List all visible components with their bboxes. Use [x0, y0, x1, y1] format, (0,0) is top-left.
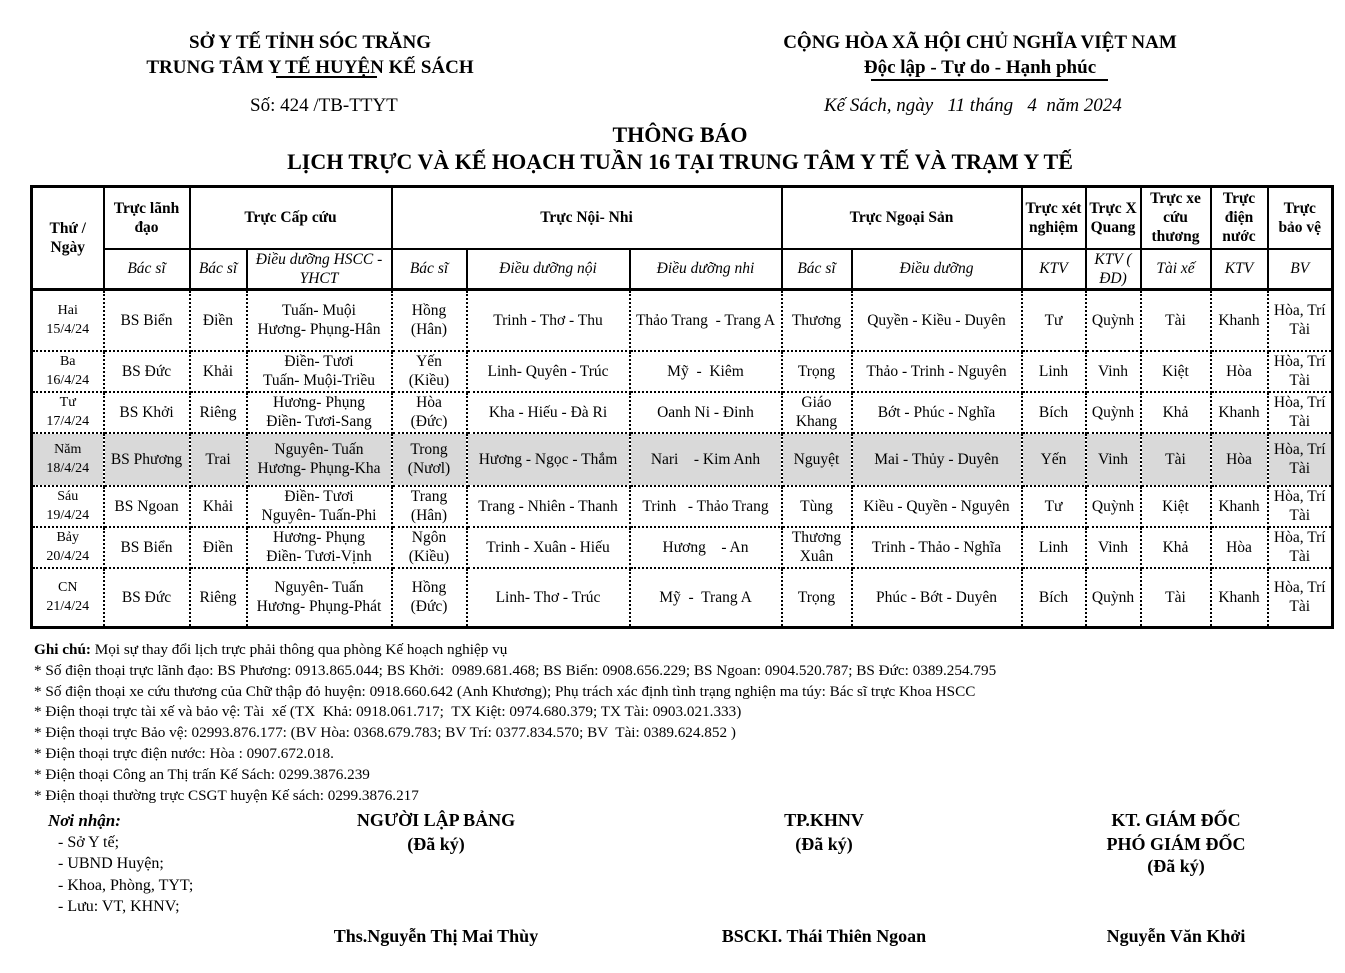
- cell-day-line: Ba: [59, 354, 76, 369]
- cell-xray-line: Quỳnh: [1091, 311, 1135, 329]
- signature-status: (Đã ký): [795, 834, 853, 854]
- signer-name-preparer: Ths.Nguyễn Thị Mai Thùy: [333, 926, 539, 946]
- cell-driver-line: Tài: [1165, 311, 1186, 329]
- schedule-body: [32, 290, 1333, 628]
- cell-ped-nurse-line: Hương - An: [662, 538, 749, 556]
- cell-day: [32, 433, 104, 486]
- cell-er-nurse-line: Tuấn- Muội-Triều: [262, 372, 376, 389]
- signature-block-khnv: [694, 808, 954, 856]
- cell-ped-nurse-line: Nari - Kim Anh: [650, 450, 761, 468]
- cell-surg-nurse-line: Bớt - Phúc - Nghĩa: [877, 403, 996, 421]
- cell-driver: [1141, 433, 1211, 486]
- cell-day-line: 21/4/24: [46, 599, 90, 615]
- cell-lab-line: Tư: [1044, 497, 1063, 515]
- signature-title: KT. GIÁM ĐỐC: [1111, 810, 1241, 830]
- cell-surg-doctor: [782, 433, 852, 486]
- recipient-item: - Sở Y tế;: [58, 833, 120, 851]
- table-row: [32, 433, 1333, 486]
- cell-xray-line: Vinh: [1097, 538, 1129, 556]
- cell-ped-nurse: [630, 392, 782, 433]
- cell-driver: [1141, 568, 1211, 628]
- cell-guard-line: Hòa, Trí Tài: [1273, 353, 1326, 389]
- cell-int-doctor-line: Hồng: [411, 579, 447, 597]
- cell-day: [32, 392, 104, 433]
- cell-er-doctor-line: Riêng: [199, 588, 237, 606]
- department-name: SỞ Y TẾ TỈNH SÓC TRĂNG: [189, 32, 431, 53]
- header-lab: Trực xét nghiệm: [1022, 187, 1086, 249]
- duty-schedule-table: [30, 185, 1334, 629]
- cell-xray: [1086, 433, 1141, 486]
- cell-leader: [104, 527, 190, 568]
- cell-lab: [1022, 527, 1086, 568]
- recipient-item: - Lưu: VT, KHNV;: [58, 898, 180, 915]
- note-label: Ghi chú:: [34, 641, 91, 658]
- subheader-guard: BV: [1268, 249, 1333, 290]
- notes-section: [34, 640, 996, 806]
- cell-er-doctor-line: Trai: [205, 450, 231, 468]
- subheader-emergency-doctor: Bác sĩ: [190, 249, 247, 290]
- cell-surg-doctor: [782, 568, 852, 628]
- cell-int-doctor-line: (Hân): [410, 321, 448, 339]
- cell-ped-nurse: [630, 351, 782, 392]
- cell-ped-nurse-line: Oanh Ni - Đinh: [657, 403, 754, 421]
- cell-surg-doctor-line: Thương Xuân: [791, 529, 842, 565]
- cell-er-doctor: [190, 290, 247, 351]
- cell-leader: [104, 392, 190, 433]
- cell-leader-line: BS Đức: [121, 588, 172, 606]
- header-internal-pediatric: Trực Nội- Nhi: [392, 187, 782, 249]
- cell-day-line: 16/4/24: [46, 373, 90, 388]
- cell-day: [32, 351, 104, 392]
- note-line: * Điện thoại trực điện nước: Hòa : 0907.672.018.: [34, 744, 334, 762]
- cell-day-line: 15/4/24: [46, 322, 90, 338]
- cell-guard: [1268, 568, 1333, 628]
- cell-int-doctor-line: (Đức): [410, 413, 448, 430]
- cell-surg-nurse: [852, 392, 1022, 433]
- cell-int-nurse: [467, 351, 630, 392]
- cell-day-line: CN: [58, 580, 78, 596]
- cell-ped-nurse: [630, 433, 782, 486]
- cell-ped-nurse: [630, 568, 782, 628]
- cell-ped-nurse-line: Trinh - Thảo Trang: [642, 497, 769, 515]
- cell-lab: [1022, 486, 1086, 527]
- center-name: TRUNG TÂM Y TẾ HUYỆN KẾ SÁCH: [146, 57, 474, 78]
- cell-leader: [104, 351, 190, 392]
- signer-name-director: Nguyễn Văn Khởi: [1106, 926, 1246, 946]
- cell-int-doctor-line: (Kiều): [408, 548, 450, 565]
- cell-utilities-line: Khanh: [1218, 497, 1260, 515]
- cell-surg-doctor: [782, 527, 852, 568]
- cell-leader-line: BS Biển: [120, 311, 173, 329]
- cell-leader: [104, 433, 190, 486]
- cell-guard-line: Hòa, Trí Tài: [1273, 579, 1326, 616]
- cell-guard: [1268, 527, 1333, 568]
- document-date: Kế Sách, ngày 11 tháng 4 năm 2024: [824, 95, 1122, 116]
- cell-er-doctor-line: Khải: [202, 362, 234, 380]
- cell-surg-doctor-line: Trọng: [797, 588, 836, 606]
- cell-xray: [1086, 392, 1141, 433]
- table-row: [32, 486, 1333, 527]
- note-line: * Số điện thoại xe cứu thương của Chữ thập đỏ huyện: 0918.660.642 (Anh Khương); Phụ trách xác định tình trạng nghiện ma túy: Bác sĩ trực Khoa HSCC: [34, 682, 976, 700]
- cell-utilities: [1211, 527, 1268, 568]
- signature-status: (Đã ký): [1147, 856, 1205, 876]
- cell-int-nurse: [467, 392, 630, 433]
- note-line: * Điện thoại trực tài xế và bảo vệ: Tài xế (TX Khả: 0918.061.717; TX Kiệt: 0974.680.379; TX Tài: 0903.021.333): [34, 703, 742, 721]
- recipient-item: - UBND Huyện;: [58, 855, 164, 872]
- signature-title: NGƯỜI LẬP BẢNG: [356, 810, 516, 830]
- cell-int-nurse-line: Trang - Nhiên - Thanh: [478, 497, 618, 515]
- signature-title: TP.KHNV: [784, 810, 864, 830]
- cell-int-nurse: [467, 290, 630, 351]
- cell-leader-line: BS Phương: [110, 450, 183, 468]
- cell-leader-line: BS Ngoan: [114, 497, 179, 515]
- cell-day: [32, 290, 104, 351]
- signature-status: (Đã ký): [407, 834, 465, 854]
- cell-surg-doctor-line: Tùng: [800, 497, 833, 515]
- table-row: [32, 392, 1333, 433]
- cell-day: [32, 486, 104, 527]
- cell-int-doctor-line: (Kiều): [408, 372, 450, 389]
- cell-guard-line: Hòa, Trí Tài: [1273, 302, 1326, 339]
- cell-er-nurse: [247, 392, 392, 433]
- cell-surg-nurse: [852, 486, 1022, 527]
- cell-er-nurse-line: Hương- Phụng-Hân: [257, 321, 381, 339]
- cell-day-line: Sáu: [57, 489, 79, 504]
- cell-ped-nurse-line: Mỹ - Kiêm: [667, 362, 744, 380]
- cell-lab: [1022, 351, 1086, 392]
- cell-driver-line: Tài: [1165, 450, 1186, 468]
- motto: Độc lập - Tự do - Hạnh phúc: [863, 57, 1097, 78]
- document-title: LỊCH TRỰC VÀ KẾ HOẠCH TUẦN 16 TẠI TRUNG TÂM Y TẾ VÀ TRẠM Y TẾ: [287, 149, 1073, 174]
- group-header-row: [32, 187, 1333, 249]
- cell-day-line: 17/4/24: [46, 414, 90, 429]
- cell-int-doctor-line: Trong: [410, 441, 448, 458]
- cell-er-doctor: [190, 433, 247, 486]
- cell-int-nurse: [467, 486, 630, 527]
- cell-er-nurse-line: Hương- Phụng-Phát: [256, 598, 382, 616]
- table-row: [32, 351, 1333, 392]
- cell-day: [32, 527, 104, 568]
- cell-utilities: [1211, 433, 1268, 486]
- cell-leader: [104, 290, 190, 351]
- header-emergency: Trực Cấp cứu: [190, 187, 392, 249]
- cell-er-nurse: [247, 290, 392, 351]
- cell-er-doctor-line: Điền: [202, 311, 234, 329]
- cell-er-nurse: [247, 486, 392, 527]
- cell-lab-line: Linh: [1038, 362, 1069, 380]
- cell-int-doctor-line: Hòa: [416, 394, 442, 411]
- cell-surg-nurse: [852, 290, 1022, 351]
- cell-surg-doctor: [782, 392, 852, 433]
- note-line: * Điện thoại Công an Thị trấn Kế Sách: 0299.3876.239: [34, 765, 370, 783]
- recipient-item: - Khoa, Phòng, TYT;: [58, 876, 194, 894]
- cell-er-nurse-line: Hương- Phụng: [273, 394, 365, 411]
- cell-surg-nurse-line: Phúc - Bớt - Duyên: [876, 588, 997, 606]
- note-main: [34, 640, 996, 661]
- subheader-driver: Tài xế: [1141, 249, 1211, 290]
- recipients-label: Nơi nhận:: [48, 811, 121, 830]
- cell-utilities-line: Hòa: [1226, 538, 1252, 556]
- cell-utilities-line: Khanh: [1218, 403, 1260, 421]
- cell-leader-line: BS Khởi: [119, 403, 174, 421]
- cell-utilities-line: Khanh: [1218, 311, 1260, 329]
- cell-leader: [104, 486, 190, 527]
- cell-xray-line: Vinh: [1097, 362, 1129, 380]
- header-ambulance: Trực xe cứu thương: [1141, 187, 1211, 249]
- cell-surg-doctor-line: Trọng: [797, 362, 836, 380]
- cell-driver: [1141, 351, 1211, 392]
- cell-er-nurse: [247, 433, 392, 486]
- cell-lab-line: Yến: [1040, 450, 1067, 468]
- note-line: * Điện thoại thường trực CSGT huyện Kế sách: 0299.3876.217: [34, 786, 419, 804]
- cell-utilities: [1211, 351, 1268, 392]
- cell-guard-line: Hòa, Trí Tài: [1273, 488, 1326, 524]
- cell-int-nurse-line: Linh- Thơ - Trúc: [495, 588, 601, 606]
- cell-int-nurse: [467, 527, 630, 568]
- subheader-internal-doctor: Bác sĩ: [392, 249, 467, 290]
- cell-surg-doctor-line: Giáo Khang: [795, 394, 838, 430]
- cell-xray-line: Quỳnh: [1091, 497, 1135, 515]
- document-number: Số: 424 /TB-TTYT: [250, 95, 398, 116]
- cell-int-doctor-line: (Nươl): [407, 460, 451, 477]
- cell-day-line: 18/4/24: [46, 461, 90, 476]
- cell-day-line: Tư: [59, 395, 76, 410]
- cell-xray: [1086, 290, 1141, 351]
- cell-lab: [1022, 290, 1086, 351]
- cell-int-nurse-line: Trinh - Thơ - Thu: [493, 311, 603, 329]
- cell-int-doctor: [392, 351, 467, 392]
- cell-guard-line: Hòa, Trí Tài: [1273, 441, 1326, 477]
- cell-int-nurse-line: Trinh - Xuân - Hiếu: [486, 538, 610, 556]
- cell-surg-doctor: [782, 290, 852, 351]
- cell-driver-line: Khả: [1162, 538, 1189, 556]
- cell-er-nurse-line: Nguyên- Tuấn: [274, 441, 364, 458]
- cell-xray-line: Quỳnh: [1091, 588, 1135, 606]
- cell-int-doctor: [392, 568, 467, 628]
- cell-driver-line: Khả: [1162, 403, 1189, 421]
- cell-er-nurse: [247, 351, 392, 392]
- sub-header-row: [32, 249, 1333, 290]
- national-motto: [740, 30, 1220, 80]
- cell-int-nurse-line: Kha - Hiếu - Đà Ri: [488, 403, 608, 421]
- cell-int-doctor-line: Trang: [410, 488, 448, 505]
- cell-er-nurse-line: Điền- Tươi: [284, 488, 354, 505]
- cell-xray: [1086, 486, 1141, 527]
- cell-ped-nurse: [630, 527, 782, 568]
- cell-int-doctor: [392, 527, 467, 568]
- cell-day-line: Bảy: [56, 530, 80, 545]
- cell-day-line: 20/4/24: [46, 549, 90, 564]
- cell-driver: [1141, 527, 1211, 568]
- cell-lab-line: Bích: [1038, 403, 1069, 421]
- cell-er-nurse: [247, 568, 392, 628]
- table-row: [32, 568, 1333, 628]
- cell-int-doctor: [392, 290, 467, 351]
- subheader-emergency-nurse: Điều dưỡng HSCC - YHCT: [247, 249, 392, 290]
- recipients: [48, 810, 193, 918]
- cell-day-line: Hai: [57, 303, 78, 319]
- cell-lab-line: Tư: [1044, 311, 1063, 329]
- cell-guard: [1268, 351, 1333, 392]
- cell-er-doctor: [190, 351, 247, 392]
- cell-er-doctor: [190, 527, 247, 568]
- cell-xray: [1086, 351, 1141, 392]
- subheader-utilities-tech: KTV: [1211, 249, 1268, 290]
- cell-lab: [1022, 392, 1086, 433]
- cell-er-doctor-line: Điền: [202, 538, 234, 556]
- cell-leader-line: BS Đức: [121, 362, 172, 380]
- cell-int-doctor-line: (Đức): [410, 598, 448, 616]
- cell-surg-nurse: [852, 351, 1022, 392]
- cell-xray: [1086, 568, 1141, 628]
- subheader-surgery-doctor: Bác sĩ: [782, 249, 852, 290]
- cell-driver-line: Tài: [1165, 588, 1186, 606]
- cell-surg-doctor-line: Thương: [791, 311, 842, 329]
- cell-day-line: 19/4/24: [46, 508, 90, 523]
- cell-utilities: [1211, 290, 1268, 351]
- cell-int-doctor: [392, 433, 467, 486]
- cell-utilities-line: Khanh: [1218, 588, 1260, 606]
- cell-int-doctor-line: Hồng: [411, 302, 447, 320]
- cell-er-doctor-line: Riêng: [199, 403, 237, 421]
- cell-lab: [1022, 433, 1086, 486]
- cell-ped-nurse-line: Thảo Trang - Trang A: [635, 311, 776, 329]
- cell-guard-line: Hòa, Trí Tài: [1273, 529, 1326, 565]
- cell-utilities-line: Hòa: [1226, 450, 1252, 468]
- signature-block-preparer: [306, 808, 566, 856]
- header-leader: Trực lãnh đạo: [104, 187, 190, 249]
- cell-int-nurse-line: Linh- Quyên - Trúc: [487, 362, 609, 380]
- cell-lab-line: Bích: [1038, 588, 1069, 606]
- header-xray: Trực X Quang: [1086, 187, 1141, 249]
- cell-er-nurse-line: Nguyên- Tuấn-Phi: [261, 507, 377, 524]
- cell-driver: [1141, 486, 1211, 527]
- cell-guard: [1268, 290, 1333, 351]
- cell-driver: [1141, 290, 1211, 351]
- cell-utilities: [1211, 486, 1268, 527]
- cell-surg-doctor: [782, 351, 852, 392]
- cell-int-doctor-line: (Hân): [410, 507, 448, 524]
- cell-surg-doctor: [782, 486, 852, 527]
- cell-er-doctor: [190, 392, 247, 433]
- cell-ped-nurse: [630, 486, 782, 527]
- cell-surg-nurse-line: Kiều - Quyền - Nguyên: [863, 497, 1010, 515]
- cell-lab: [1022, 568, 1086, 628]
- subheader-lab-tech: KTV: [1022, 249, 1086, 290]
- cell-ped-nurse-line: Mỹ - Trang A: [659, 588, 752, 606]
- note-text: Mọi sự thay đổi lịch trực phải thông qua phòng Kế hoạch nghiệp vụ: [90, 641, 508, 658]
- cell-guard: [1268, 392, 1333, 433]
- cell-er-doctor-line: Khải: [202, 497, 234, 515]
- cell-er-doctor: [190, 568, 247, 628]
- cell-er-nurse-line: Điền- Tươi-Vịnh: [266, 548, 372, 565]
- signature-title-2: PHÓ GIÁM ĐỐC: [1106, 834, 1246, 854]
- subheader-pediatric-nurse: Điều dưỡng nhi: [630, 249, 782, 290]
- table-row: [32, 290, 1333, 351]
- cell-utilities-line: Hòa: [1226, 362, 1252, 380]
- cell-surg-nurse-line: Mai - Thủy - Duyên: [874, 450, 999, 468]
- cell-er-nurse-line: Điền- Tươi-Sang: [266, 413, 372, 430]
- cell-leader-line: BS Biển: [120, 538, 173, 556]
- issuing-authority: [130, 30, 490, 80]
- note-line: * Điện thoại trực Bảo vệ: 02993.876.177: (BV Hòa: 0368.679.783; BV Trí: 0377.834.570; BV Tài: 0389.624.852 ): [34, 724, 736, 742]
- cell-guard-line: Hòa, Trí Tài: [1273, 394, 1326, 430]
- cell-er-doctor: [190, 486, 247, 527]
- cell-utilities: [1211, 392, 1268, 433]
- header-underline-right: [871, 79, 1108, 81]
- signature-block-director: [1046, 808, 1306, 878]
- cell-driver: [1141, 392, 1211, 433]
- cell-er-nurse-line: Hương- Phụng: [273, 529, 365, 546]
- header-security: Trực bảo vệ: [1268, 187, 1333, 249]
- cell-xray: [1086, 527, 1141, 568]
- cell-lab-line: Linh: [1038, 538, 1069, 556]
- cell-int-nurse-line: Hương - Ngọc - Thắm: [478, 450, 618, 468]
- cell-guard: [1268, 486, 1333, 527]
- cell-int-doctor: [392, 392, 467, 433]
- cell-er-nurse-line: Hương- Phụng-Kha: [257, 460, 381, 477]
- cell-guard: [1268, 433, 1333, 486]
- cell-surg-nurse: [852, 433, 1022, 486]
- cell-day: [32, 568, 104, 628]
- subheader-xray-tech: KTV ( ĐD): [1086, 249, 1141, 290]
- cell-driver-line: Kiệt: [1162, 362, 1189, 380]
- signer-name-khnv: BSCKI. Thái Thiên Ngoan: [721, 926, 927, 946]
- cell-surg-nurse: [852, 568, 1022, 628]
- cell-er-nurse: [247, 527, 392, 568]
- country-name: CỘNG HÒA XÃ HỘI CHỦ NGHĨA VIỆT NAM: [783, 32, 1177, 53]
- cell-int-nurse: [467, 433, 630, 486]
- cell-surg-nurse-line: Thảo - Trinh - Nguyên: [866, 362, 1007, 380]
- cell-surg-nurse-line: Quyền - Kiều - Duyên: [867, 311, 1006, 329]
- cell-int-doctor-line: Ngôn: [411, 529, 447, 546]
- cell-driver-line: Kiệt: [1162, 497, 1189, 515]
- document-type-title: THÔNG BÁO: [612, 122, 748, 147]
- cell-er-nurse-line: Điền- Tươi: [284, 353, 354, 370]
- cell-surg-nurse: [852, 527, 1022, 568]
- note-line: * Số điện thoại trực lãnh đạo: BS Phương: 0913.865.044; BS Khởi: 0989.681.468; BS Biển: 0908.656.229; BS Ngoan: 0904.520.787; BS Đức: 0389.254.795: [34, 661, 997, 679]
- subheader-internal-nurse: Điều dưỡng nội: [467, 249, 630, 290]
- cell-surg-doctor-line: Nguyệt: [793, 450, 840, 468]
- cell-int-doctor-line: Yến: [416, 353, 442, 370]
- table-row: [32, 527, 1333, 568]
- header-day: Thứ / Ngày: [32, 187, 104, 290]
- cell-er-nurse-line: Nguyên- Tuấn: [274, 579, 364, 597]
- header-utilities: Trực điện nước: [1211, 187, 1268, 249]
- header-surgery-obstetric: Trực Ngoại Sản: [782, 187, 1022, 249]
- subheader-surgery-nurse: Điều dưỡng: [852, 249, 1022, 290]
- cell-er-nurse-line: Tuấn- Muội: [282, 302, 356, 320]
- subheader-leader-doctor: Bác sĩ: [104, 249, 190, 290]
- cell-int-nurse: [467, 568, 630, 628]
- cell-utilities: [1211, 568, 1268, 628]
- cell-ped-nurse: [630, 290, 782, 351]
- cell-day-line: Năm: [54, 442, 82, 457]
- cell-xray-line: Vinh: [1097, 450, 1129, 468]
- cell-int-doctor: [392, 486, 467, 527]
- cell-leader: [104, 568, 190, 628]
- header-underline-left: [276, 76, 377, 78]
- cell-surg-nurse-line: Trinh - Thảo - Nghĩa: [871, 538, 1002, 556]
- cell-xray-line: Quỳnh: [1091, 403, 1135, 421]
